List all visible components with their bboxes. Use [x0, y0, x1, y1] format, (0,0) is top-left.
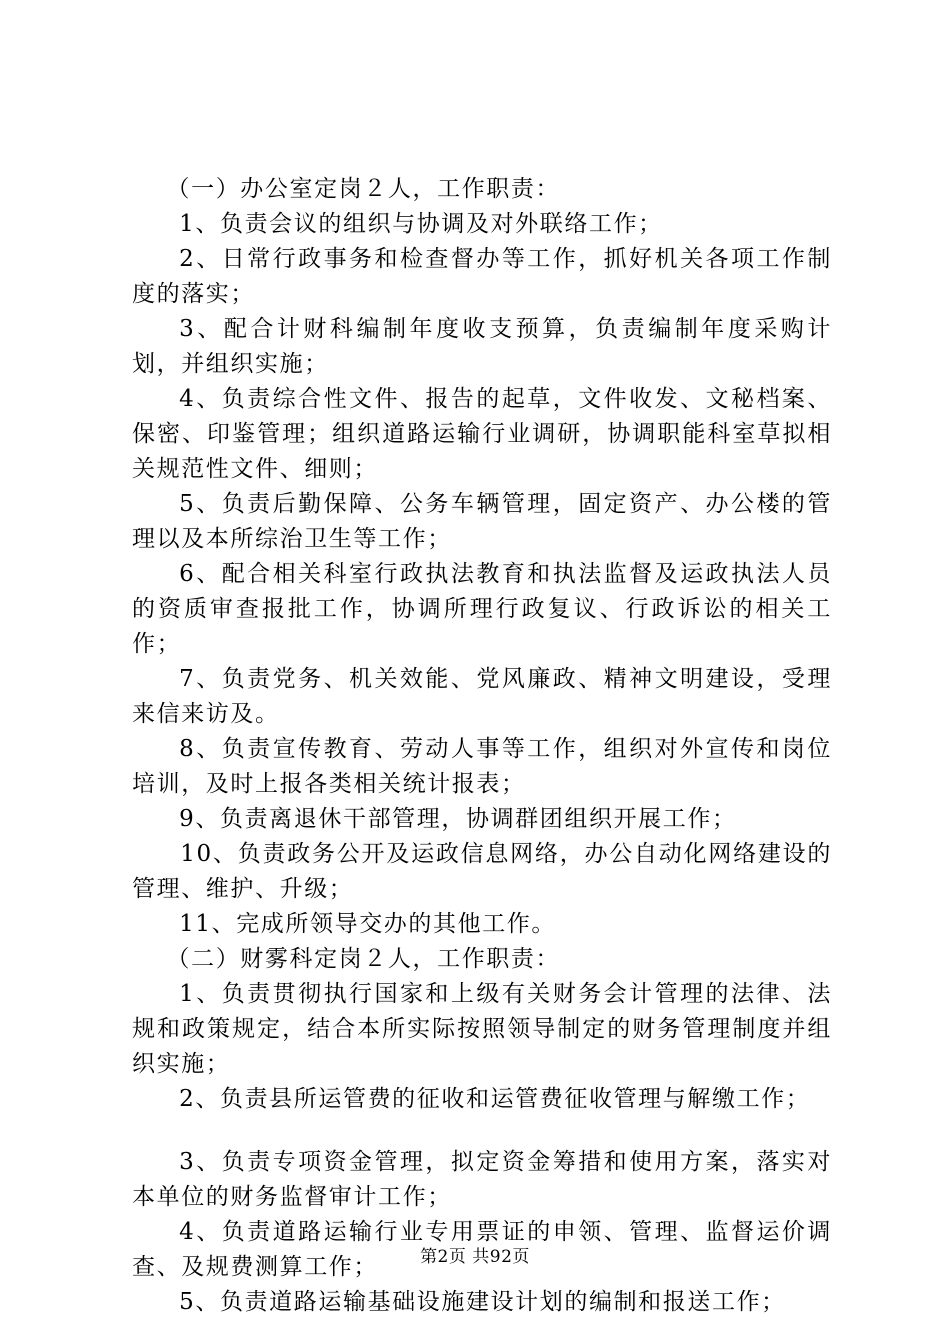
office-duty-7: 7、负责党务、机关效能、党风廉政、精神文明建设，受理来信来访及。 — [132, 666, 832, 727]
office-duty-5: 5、负责后勤保障、公务车辆管理，固定资产、办公楼的管理以及本所综治卫生等工作； — [132, 491, 832, 552]
office-duty-2: 2、日常行政事务和检查督办等工作，抓好机关各项工作制度的落实； — [132, 246, 832, 307]
office-duty-4: 4、负责综合性文件、报告的起草，文件收发、文秘档案、保密、印鉴管理；组织道路运输行业调研，协调职能科室草拟相关规范性文件、细则； — [132, 386, 832, 482]
finance-duty-1: 1、负责贯彻执行国家和上级有关财务会计管理的法律、法规和政策规定，结合本所实际按照领导制定的财务管理制度并组织实施； — [132, 981, 832, 1077]
document-body — [132, 172, 832, 1320]
office-duty-9: 9、负责离退休干部管理，协调群团组织开展工作； — [179, 806, 737, 832]
office-duty-10: 10、负责政务公开及运政信息网络，办公自动化网络建设的管理、维护、升级； — [132, 841, 832, 902]
page-number-footer: 第2页 共92页 — [420, 1247, 530, 1267]
finance-duty-3: 3、负责专项资金管理，拟定资金筹措和使用方案，落实对本单位的财务监督审计工作； — [132, 1149, 832, 1210]
section-heading-office: （一）办公室定岗２人，工作职责： — [166, 176, 561, 202]
office-duty-3: 3、配合计财科编制年度收支预算，负责编制年度采购计划，并组织实施； — [132, 316, 832, 377]
finance-duty-2: 2、负责县所运管费的征收和运管费征收管理与解缴工作； — [179, 1086, 811, 1112]
office-duty-8: 8、负责宣传教育、劳动人事等工作，组织对外宣传和岗位培训，及时上报各类相关统计报表； — [132, 736, 832, 797]
section-heading-finance: （二）财雾科定岗２人，工作职责： — [166, 946, 561, 972]
paragraph-gap — [132, 1117, 832, 1145]
finance-duty-4: 4、负责道路运输行业专用票证的申领、管理、监督运价调查、及规费测算工作； — [132, 1219, 832, 1280]
office-duty-11: 11、完成所领导交办的其他工作。 — [179, 911, 557, 937]
office-duty-1: 1、负责会议的组织与协调及对外联络工作； — [179, 211, 663, 237]
finance-duty-5: 5、负责道路运输基础设施建设计划的编制和报送工作； — [179, 1289, 786, 1315]
office-duty-6: 6、配合相关科室行政执法教育和执法监督及运政执法人员的资质审查报批工作，协调所理行政复议、行政诉讼的相关工作； — [132, 561, 832, 657]
